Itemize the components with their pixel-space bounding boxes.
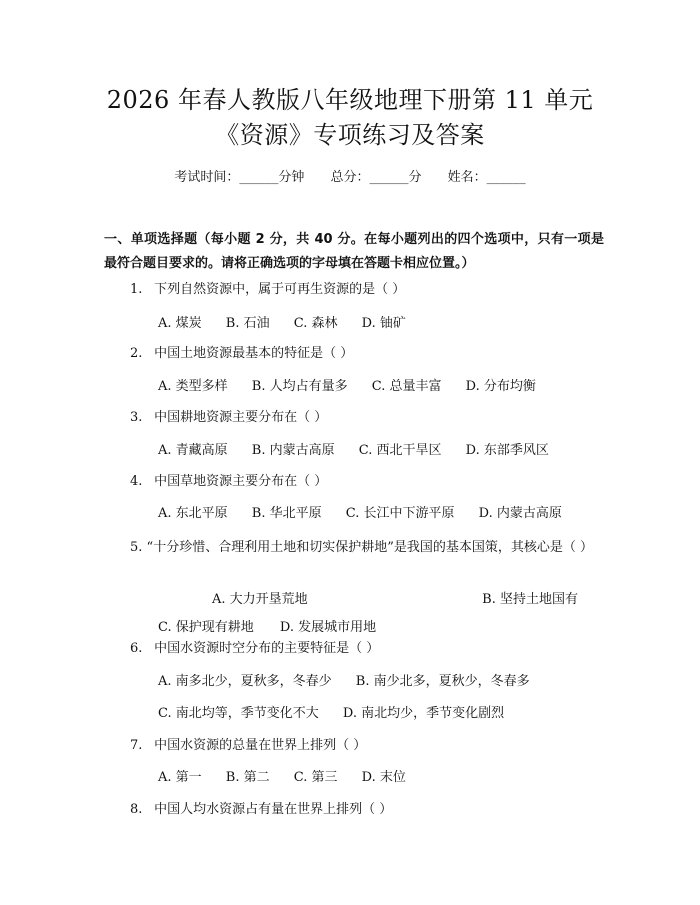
option-d: D. 发展城市用地 — [279, 620, 377, 635]
question-number: 6. — [130, 641, 143, 656]
option-d: D. 南北均少，季节变化剧烈 — [342, 706, 505, 721]
question-number: 2. — [130, 346, 143, 361]
option-c: C. 第三 — [293, 770, 338, 785]
option-c: C. 西北干旱区 — [358, 443, 442, 458]
option-a: A. 青藏高原 — [158, 443, 228, 458]
question-6-options-row2 — [158, 704, 524, 724]
question-number: 1. — [130, 282, 143, 297]
option-d: D. 分布均衡 — [465, 379, 536, 394]
option-a: A. 东北平原 — [158, 506, 228, 521]
option-b: B. 人均占有量多 — [251, 379, 348, 394]
question-5-options — [104, 586, 600, 642]
option-b: B. 坚持土地国有 — [482, 592, 578, 607]
question-number: 4. — [130, 474, 143, 489]
question-4-options — [158, 504, 582, 524]
question-text: 中国耕地资源主要分布在（ ） — [154, 410, 328, 425]
option-c: C. 保护现有耕地 — [158, 620, 254, 635]
question-6-options-row1 — [158, 672, 550, 692]
option-a: A. 第一 — [158, 770, 202, 785]
option-c: C. 总量丰富 — [371, 379, 442, 394]
option-a: A. 类型多样 — [158, 379, 228, 394]
question-5 — [104, 535, 600, 561]
question-1-options — [158, 314, 426, 334]
question-2 — [130, 344, 353, 364]
title-line-1: 2026 年春人教版八年级地理下册第 11 单元 — [106, 86, 594, 114]
option-d: D. 东部季风区 — [465, 443, 549, 458]
option-c: C. 南北均等，季节变化不大 — [158, 706, 319, 721]
name-field: 姓名：______ — [447, 170, 526, 185]
option-a: A. 南多北少，夏秋多，冬春少 — [158, 674, 332, 689]
option-c: C. 森林 — [293, 316, 338, 331]
question-text: 中国水资源时空分布的主要特征是（ ） — [154, 641, 380, 656]
option-b: B. 华北平原 — [251, 506, 322, 521]
option-d: D. 末位 — [361, 770, 406, 785]
exam-time-field: 考试时间：______分钟 — [174, 170, 305, 185]
question-text: 下列自然资源中，属于可再生资源的是（ ） — [154, 282, 406, 297]
question-text: 中国土地资源最基本的特征是（ ） — [154, 346, 354, 361]
title-line-2: 《资源》专项练习及答案 — [215, 121, 485, 149]
question-number: 5. — [130, 540, 143, 555]
question-text: 中国草地资源主要分布在（ ） — [154, 474, 328, 489]
option-d: D. 内蒙古高原 — [478, 506, 562, 521]
option-b: B. 南少北多，夏秋少，冬春多 — [355, 674, 530, 689]
question-7 — [130, 736, 366, 756]
question-3 — [130, 408, 327, 428]
question-number: 8. — [130, 802, 143, 817]
question-text: 中国人均水资源占有量在世界上排列（ ） — [154, 802, 393, 817]
option-d: D. 铀矿 — [361, 316, 406, 331]
question-3-options — [158, 441, 569, 461]
question-8 — [130, 800, 392, 820]
question-6 — [130, 639, 379, 659]
question-number: 3. — [130, 410, 143, 425]
question-number: 7. — [130, 738, 143, 753]
question-1 — [130, 280, 405, 300]
section-heading: 一、单项选择题（每小题 2 分，共 40 分。在每小题列出的四个选项中，只有一项是最符合题目要求的。请将正确选项的字母填在答题卡相应位置。） — [104, 232, 604, 271]
total-score-field: 总分：______分 — [330, 170, 422, 185]
exam-info — [0, 168, 700, 188]
question-7-options — [158, 768, 426, 788]
question-text: 中国水资源的总量在世界上排列（ ） — [154, 738, 367, 753]
option-b: B. 石油 — [225, 316, 270, 331]
question-2-options — [158, 377, 556, 397]
option-a: A. 大力开垦荒地 — [212, 592, 308, 607]
option-a: A. 煤炭 — [158, 316, 202, 331]
question-text: “十分珍惜、合理利用土地和切实保护耕地”是我国的基本国策，其核心是（ ） — [146, 540, 593, 555]
option-b: B. 第二 — [225, 770, 270, 785]
option-b: B. 内蒙古高原 — [251, 443, 335, 458]
option-c: C. 长江中下游平原 — [345, 506, 455, 521]
question-4 — [130, 472, 327, 492]
